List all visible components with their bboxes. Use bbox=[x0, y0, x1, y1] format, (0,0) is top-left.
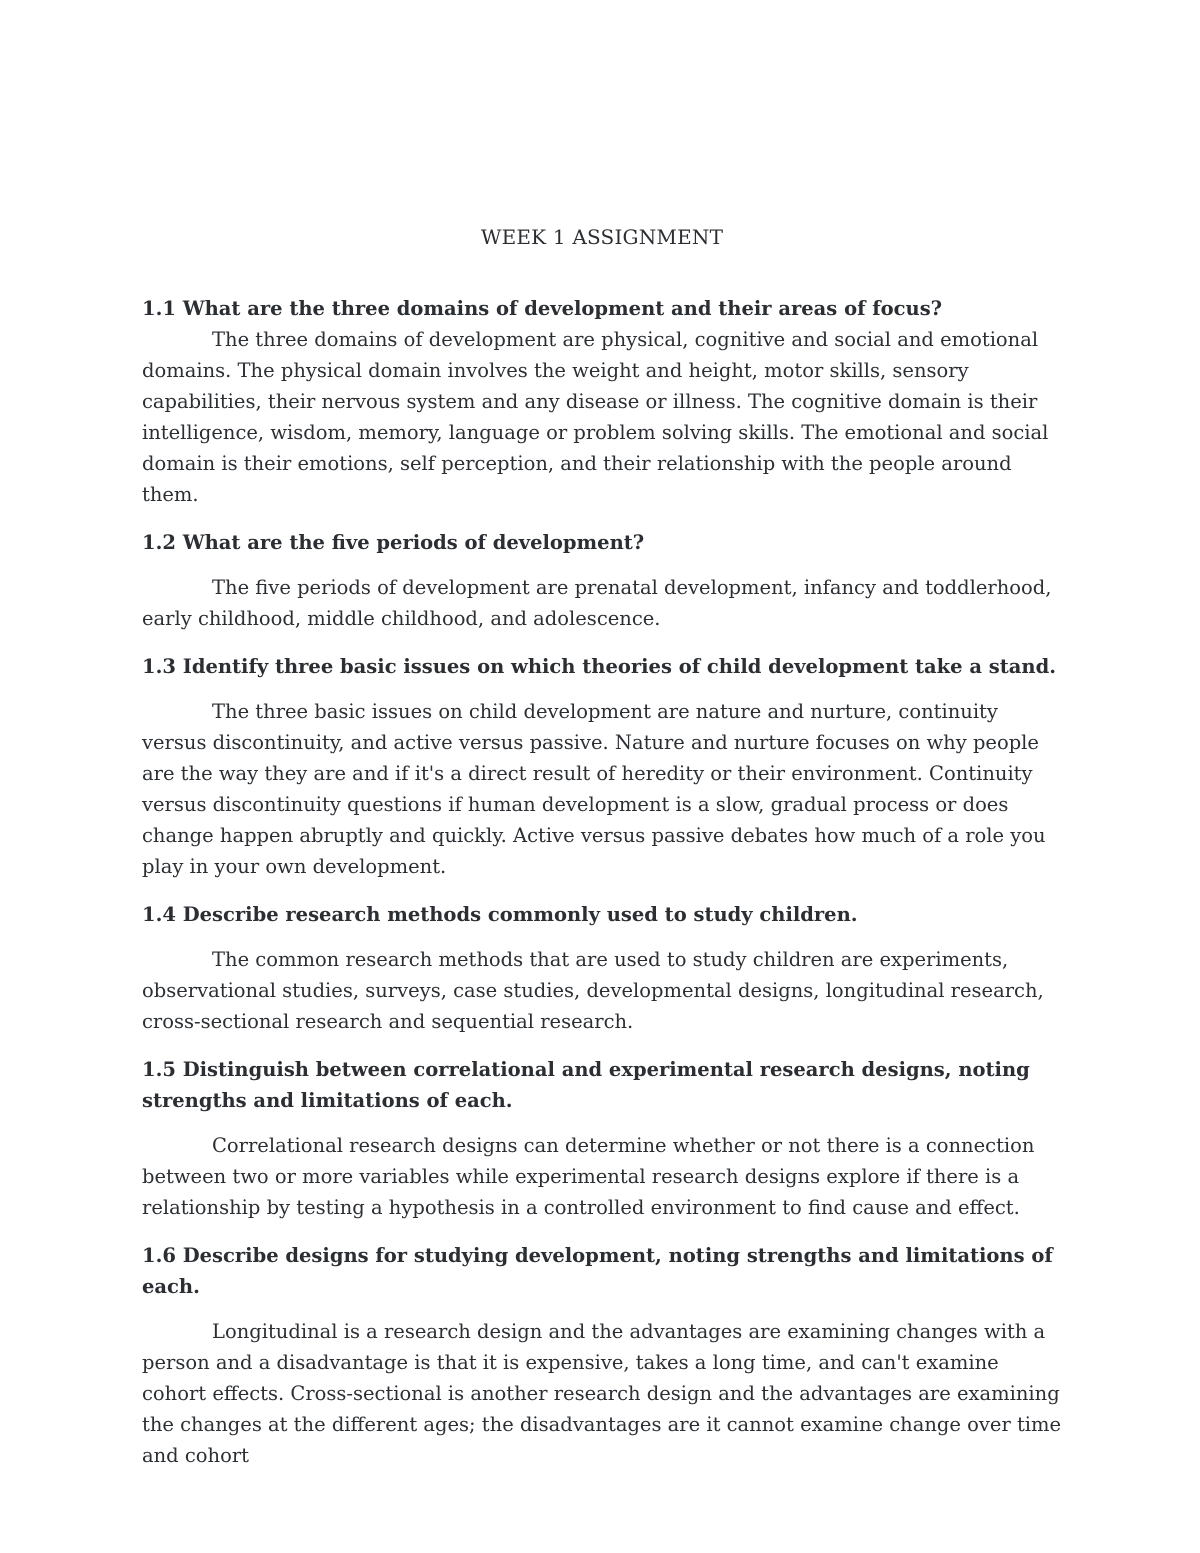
section-1-5 bbox=[142, 1054, 1062, 1223]
question-heading: 1.3 Identify three basic issues on which theories of child development take a stand. bbox=[142, 655, 1057, 678]
document-body bbox=[142, 222, 1062, 1471]
answer-paragraph: Longitudinal is a research design and the advantages are examining changes with a person and a disadvantage is that it is expensive, takes a long time, and can't examine cohort effects. Cross-sectional is another research design and the advantages are examining the changes at the different ages; the disadvantages are it cannot examine change over time and cohort bbox=[142, 1320, 1062, 1467]
document-title: WEEK 1 ASSIGNMENT bbox=[480, 225, 724, 249]
question-heading: 1.6 Describe designs for studying development, noting strengths and limitations of each. bbox=[142, 1244, 1053, 1298]
answer-paragraph: The three basic issues on child development are nature and nurture, continuity versus discontinuity, and active versus passive. Nature and nurture focuses on why people are the way they are and if it's a direct result of heredity or their environment. Continuity versus discontinuity questions if human development is a slow, gradual process or does change happen abruptly and quickly. Active versus passive debates how much of a role you play in your own development. bbox=[142, 700, 1046, 878]
answer-paragraph: The common research methods that are used to study children are experiments, observational studies, surveys, case studies, developmental designs, longitudinal research, cross-sectional research and sequential research. bbox=[142, 948, 1044, 1033]
section-1-4 bbox=[142, 899, 1062, 1037]
answer-paragraph: The five periods of development are prenatal development, infancy and toddlerhood, early childhood, middle childhood, and adolescence. bbox=[142, 576, 1052, 630]
section-1-3 bbox=[142, 651, 1062, 882]
heading-spacer bbox=[142, 558, 1062, 572]
section-1-6 bbox=[142, 1240, 1062, 1471]
answer-paragraph: The three domains of development are physical, cognitive and social and emotional domains. The physical domain involves the weight and height, motor skills, sensory capabilities, their nervous system and any disease or illness. The cognitive domain is their intelligence, wisdom, memory, language or problem solving skills. The emotional and social domain is their emotions, self perception, and their relationship with the people around them. bbox=[142, 328, 1049, 506]
question-heading: 1.1 What are the three domains of development and their areas of focus? bbox=[142, 297, 943, 320]
section-spacer bbox=[142, 882, 1062, 899]
section-spacer bbox=[142, 1037, 1062, 1054]
question-heading: 1.2 What are the five periods of development? bbox=[142, 531, 645, 554]
heading-spacer bbox=[142, 1302, 1062, 1316]
heading-spacer bbox=[142, 682, 1062, 696]
answer-paragraph: Correlational research designs can determine whether or not there is a connection between two or more variables while experimental research designs explore if there is a relationship by testing a hypothesis in a controlled environment to find cause and effect. bbox=[142, 1134, 1035, 1219]
section-spacer bbox=[142, 510, 1062, 527]
heading-spacer bbox=[142, 930, 1062, 944]
section-spacer bbox=[142, 634, 1062, 651]
section-1-1 bbox=[142, 293, 1062, 510]
section-spacer bbox=[142, 1223, 1062, 1240]
heading-spacer bbox=[142, 1116, 1062, 1130]
question-heading: 1.5 Distinguish between correlational and experimental research designs, noting strengths and limitations of each. bbox=[142, 1058, 1030, 1112]
section-1-2 bbox=[142, 527, 1062, 634]
question-heading: 1.4 Describe research methods commonly used to study children. bbox=[142, 903, 858, 926]
